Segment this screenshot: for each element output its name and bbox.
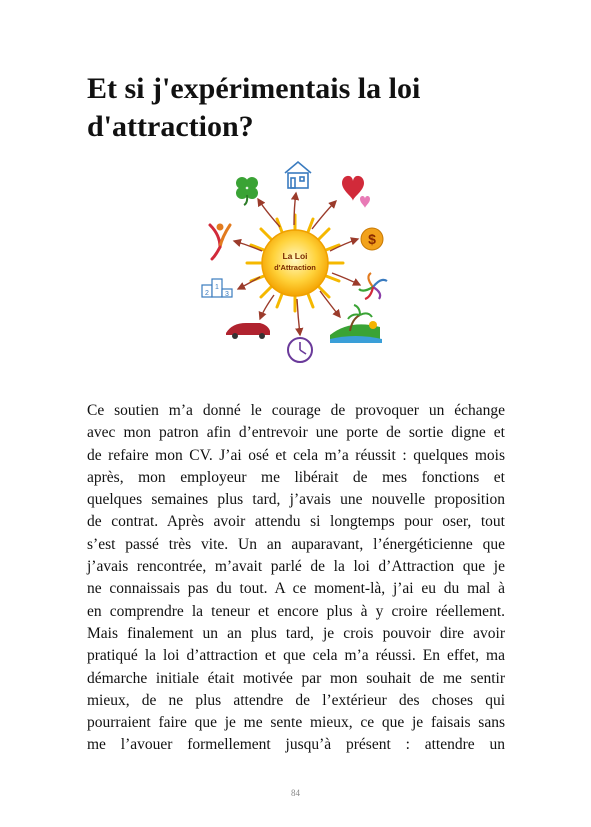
law-of-attraction-diagram xyxy=(190,155,400,375)
house-icon xyxy=(285,162,311,188)
center-label-line1: La Loi xyxy=(282,251,308,261)
page-title: Et si j'expérimentais la loi d'attraction? xyxy=(87,72,421,143)
text-line: Mais finalement un an plus tard, je crois pouvoir dire avoir xyxy=(87,624,505,642)
text-line: Ce soutien m’a donné le courage de provoquer un échange xyxy=(87,402,505,419)
car-icon xyxy=(226,323,270,339)
text-line: avec mon patron afin d’entrevoir une porte de sortie digne et xyxy=(87,424,505,442)
text-line: de contrat. Après avoir attendu si longtemps pour oser, tout xyxy=(87,513,505,531)
body-paragraph xyxy=(87,400,505,757)
center-label-line2: d'Attraction xyxy=(274,263,316,272)
text-line: mieux, de ne plus attendre de l’extérieur des choses qui xyxy=(87,691,505,709)
page-number: 84 xyxy=(291,788,300,798)
clover-icon xyxy=(236,177,258,205)
heart-icon xyxy=(342,176,370,208)
text-line: en comprendre la teneur et encore plus à y croire réellement. xyxy=(87,602,505,620)
text-line: après, mon employeur me libérait de mes fonctions et xyxy=(87,468,505,486)
clock-icon xyxy=(288,338,312,362)
text-line: pourraient faire que je me sente mieux, ce que je faisais sans xyxy=(87,714,505,732)
text-line: j’avais rencontrée, m’avait parlé de la loi d’Attraction que je xyxy=(87,558,505,576)
person-icon xyxy=(210,224,230,260)
text-line: de refaire mon CV. J’ai osé et cela m’a réussit : quelques mois xyxy=(87,446,505,464)
text-line: pratiqué la loi d’attraction et que cela m’a réussi. En effet, ma xyxy=(87,647,505,665)
text-line: me l’avouer formellement jusqu’à présent : attendre un xyxy=(87,736,505,754)
svg-text:$: $ xyxy=(368,231,376,247)
text-line: quelques semaines plus tard, j’avais une nouvelle proposition xyxy=(87,491,505,509)
island-icon xyxy=(330,305,382,343)
text-line: ne connaissais pas du tout. A ce moment-là, j’ai eu du mal à xyxy=(87,580,505,598)
dollar-icon xyxy=(361,228,383,250)
podium-number-3: 3 xyxy=(225,291,229,298)
text-line: s’est passé très vite. Un an auparavant, l’énergéticienne que xyxy=(87,535,505,553)
podium-number-1: 1 xyxy=(215,284,219,291)
text-line: démarche initiale était motivée par mon souhait de me sentir xyxy=(87,669,505,687)
podium-number-2: 2 xyxy=(205,290,209,297)
flower-icon xyxy=(359,273,387,299)
